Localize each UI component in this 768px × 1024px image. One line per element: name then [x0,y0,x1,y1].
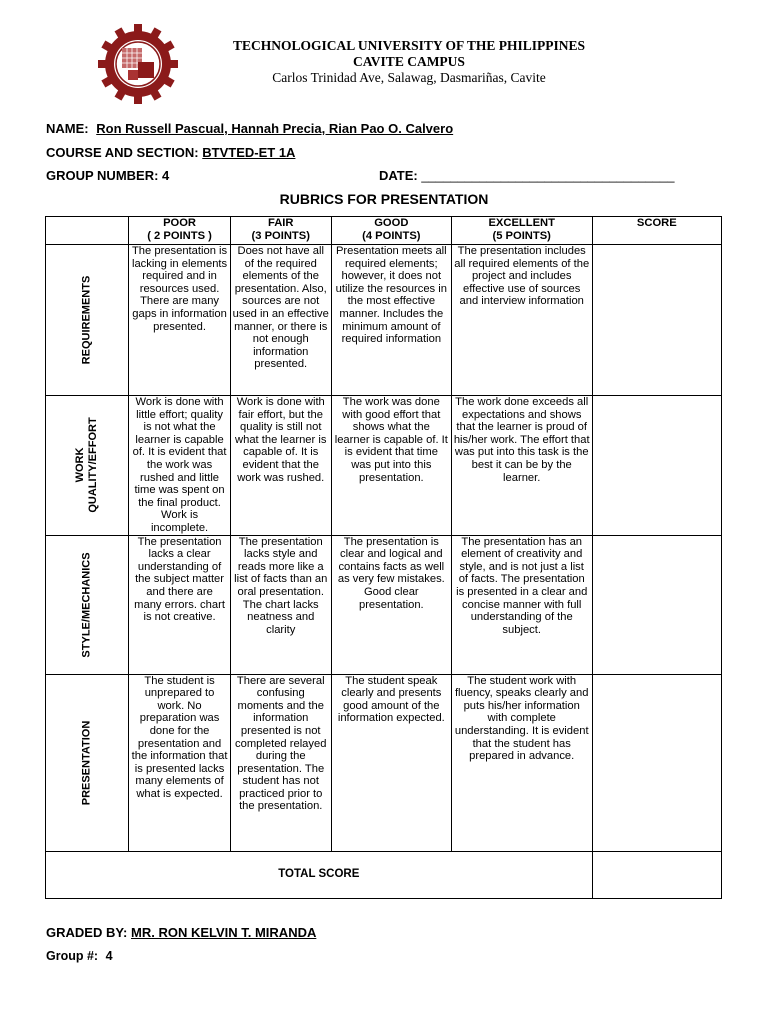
table-row [46,245,722,396]
university-name: TECHNOLOGICAL UNIVERSITY OF THE PHILIPPINES [232,38,586,53]
corner-cell [46,217,129,245]
col-poor: POOR ( 2 POINTS ) [129,217,230,245]
row-label: STYLE/MECHANICS [46,535,129,674]
group-number: GROUP NUMBER: 4 [46,168,170,183]
course-label: COURSE AND SECTION: [46,145,199,160]
col-good: GOOD (4 POINTS) [331,217,451,245]
col-score: SCORE [592,217,721,245]
cell-good: Presentation meets all required elements; however, it does not utilize the resources in the most effective manner. Includes the minimum amount of required information [331,245,451,396]
total-score-cell [592,851,721,898]
date-line [379,168,674,183]
col-excellent: EXCELLENT (5 POINTS) [451,217,592,245]
course-line [46,145,295,160]
cell-score [592,396,721,536]
row-label: WORK QUALITY/EFFORT [46,396,129,536]
university-logo [98,24,178,104]
cell-poor: The presentation is lacking in elements required and in resources used. There are many gaps in information presented. [129,245,230,396]
cell-fair: Does not have all of the required elements of the presentation. Also, sources are not used in an effective manner, or there is not enough information presented. [230,245,331,396]
date-label: DATE: [379,168,418,183]
cell-good: The work was done with good effort that shows what the learner is capable of. It is evident that time was put into this presentation. [331,396,451,536]
cell-excellent: The presentation includes all required elements of the project and includes effective use of sources and interview information [451,245,592,396]
graded-by-label: GRADED BY: [46,925,128,940]
grader-name: MR. RON KELVIN T. MIRANDA [131,925,317,940]
cell-good: The student speak clearly and presents good amount of the information expected. [331,674,451,851]
course-value: BTVTED-ET 1A [202,145,296,160]
campus-address: Carlos Trinidad Ave, Salawag, Dasmariñas, Cavite [272,70,546,85]
table-row [46,396,722,536]
cell-poor: The presentation lacks a clear understanding of the subject matter and there are many errors. chart is not creative. [129,535,230,674]
table-row [46,535,722,674]
name-label: NAME: [46,121,89,136]
cell-poor: Work is done with little effort; quality is not what the learner is capable of. It is evident that the work was rushed and little time was spent on the final product. Work is incomplete. [129,396,230,536]
group-footer-label: Group #: [46,949,99,963]
col-fair: FAIR (3 POINTS) [230,217,331,245]
cell-good: The presentation is clear and logical and contains facts as well as very few mistakes. Good clear presentation. [331,535,451,674]
cell-fair: There are several confusing moments and the information presented is not completed relayed during the presentation. The student has not practiced prior to the presentation. [230,674,331,851]
row-label: REQUIREMENTS [46,245,129,396]
row-label: PRESENTATION [46,674,129,851]
cell-excellent: The student work with fluency, speaks clearly and puts his/her information with complete understanding. It is evident that the student has prepared in advance. [451,674,592,851]
name-line [46,121,453,136]
group-footer [46,949,113,963]
date-blank: ___________________________________ [421,168,675,183]
cell-fair: The presentation lacks style and reads more like a list of facts than an oral presentation. The chart lacks neatness and clarity [230,535,331,674]
cell-excellent: The presentation has an element of creativity and style, and is not just a list of facts. The presentation is presented in a clear and concise manner with full understanding of the subject. [451,535,592,674]
graded-by-line [46,925,316,940]
cell-excellent: The work done exceeds all expectations and shows that the learner is proud of his/her work. The effort that was put into this task is the best it can be by the learner. [451,396,592,536]
cell-fair: Work is done with fair effort, but the quality is still not what the learner is capable of. It is evident that the work was rushed. [230,396,331,536]
campus-name: CAVITE CAMPUS [353,54,465,69]
cell-score [592,535,721,674]
header-row [46,217,722,245]
total-row [46,851,722,898]
cell-poor: The student is unprepared to work. No preparation was done for the presentation and the information that is presented lacks many elements of what is expected. [129,674,230,851]
total-score-label: TOTAL SCORE [46,851,593,898]
name-value: Ron Russell Pascual, Hannah Precia, Rian Pao O. Calvero [96,121,454,136]
cell-score [592,674,721,851]
group-footer-value: 4 [105,949,113,963]
table-row [46,674,722,851]
rubric-title: RUBRICS FOR PRESENTATION [279,191,489,207]
cell-score [592,245,721,396]
rubric-table [45,216,722,899]
